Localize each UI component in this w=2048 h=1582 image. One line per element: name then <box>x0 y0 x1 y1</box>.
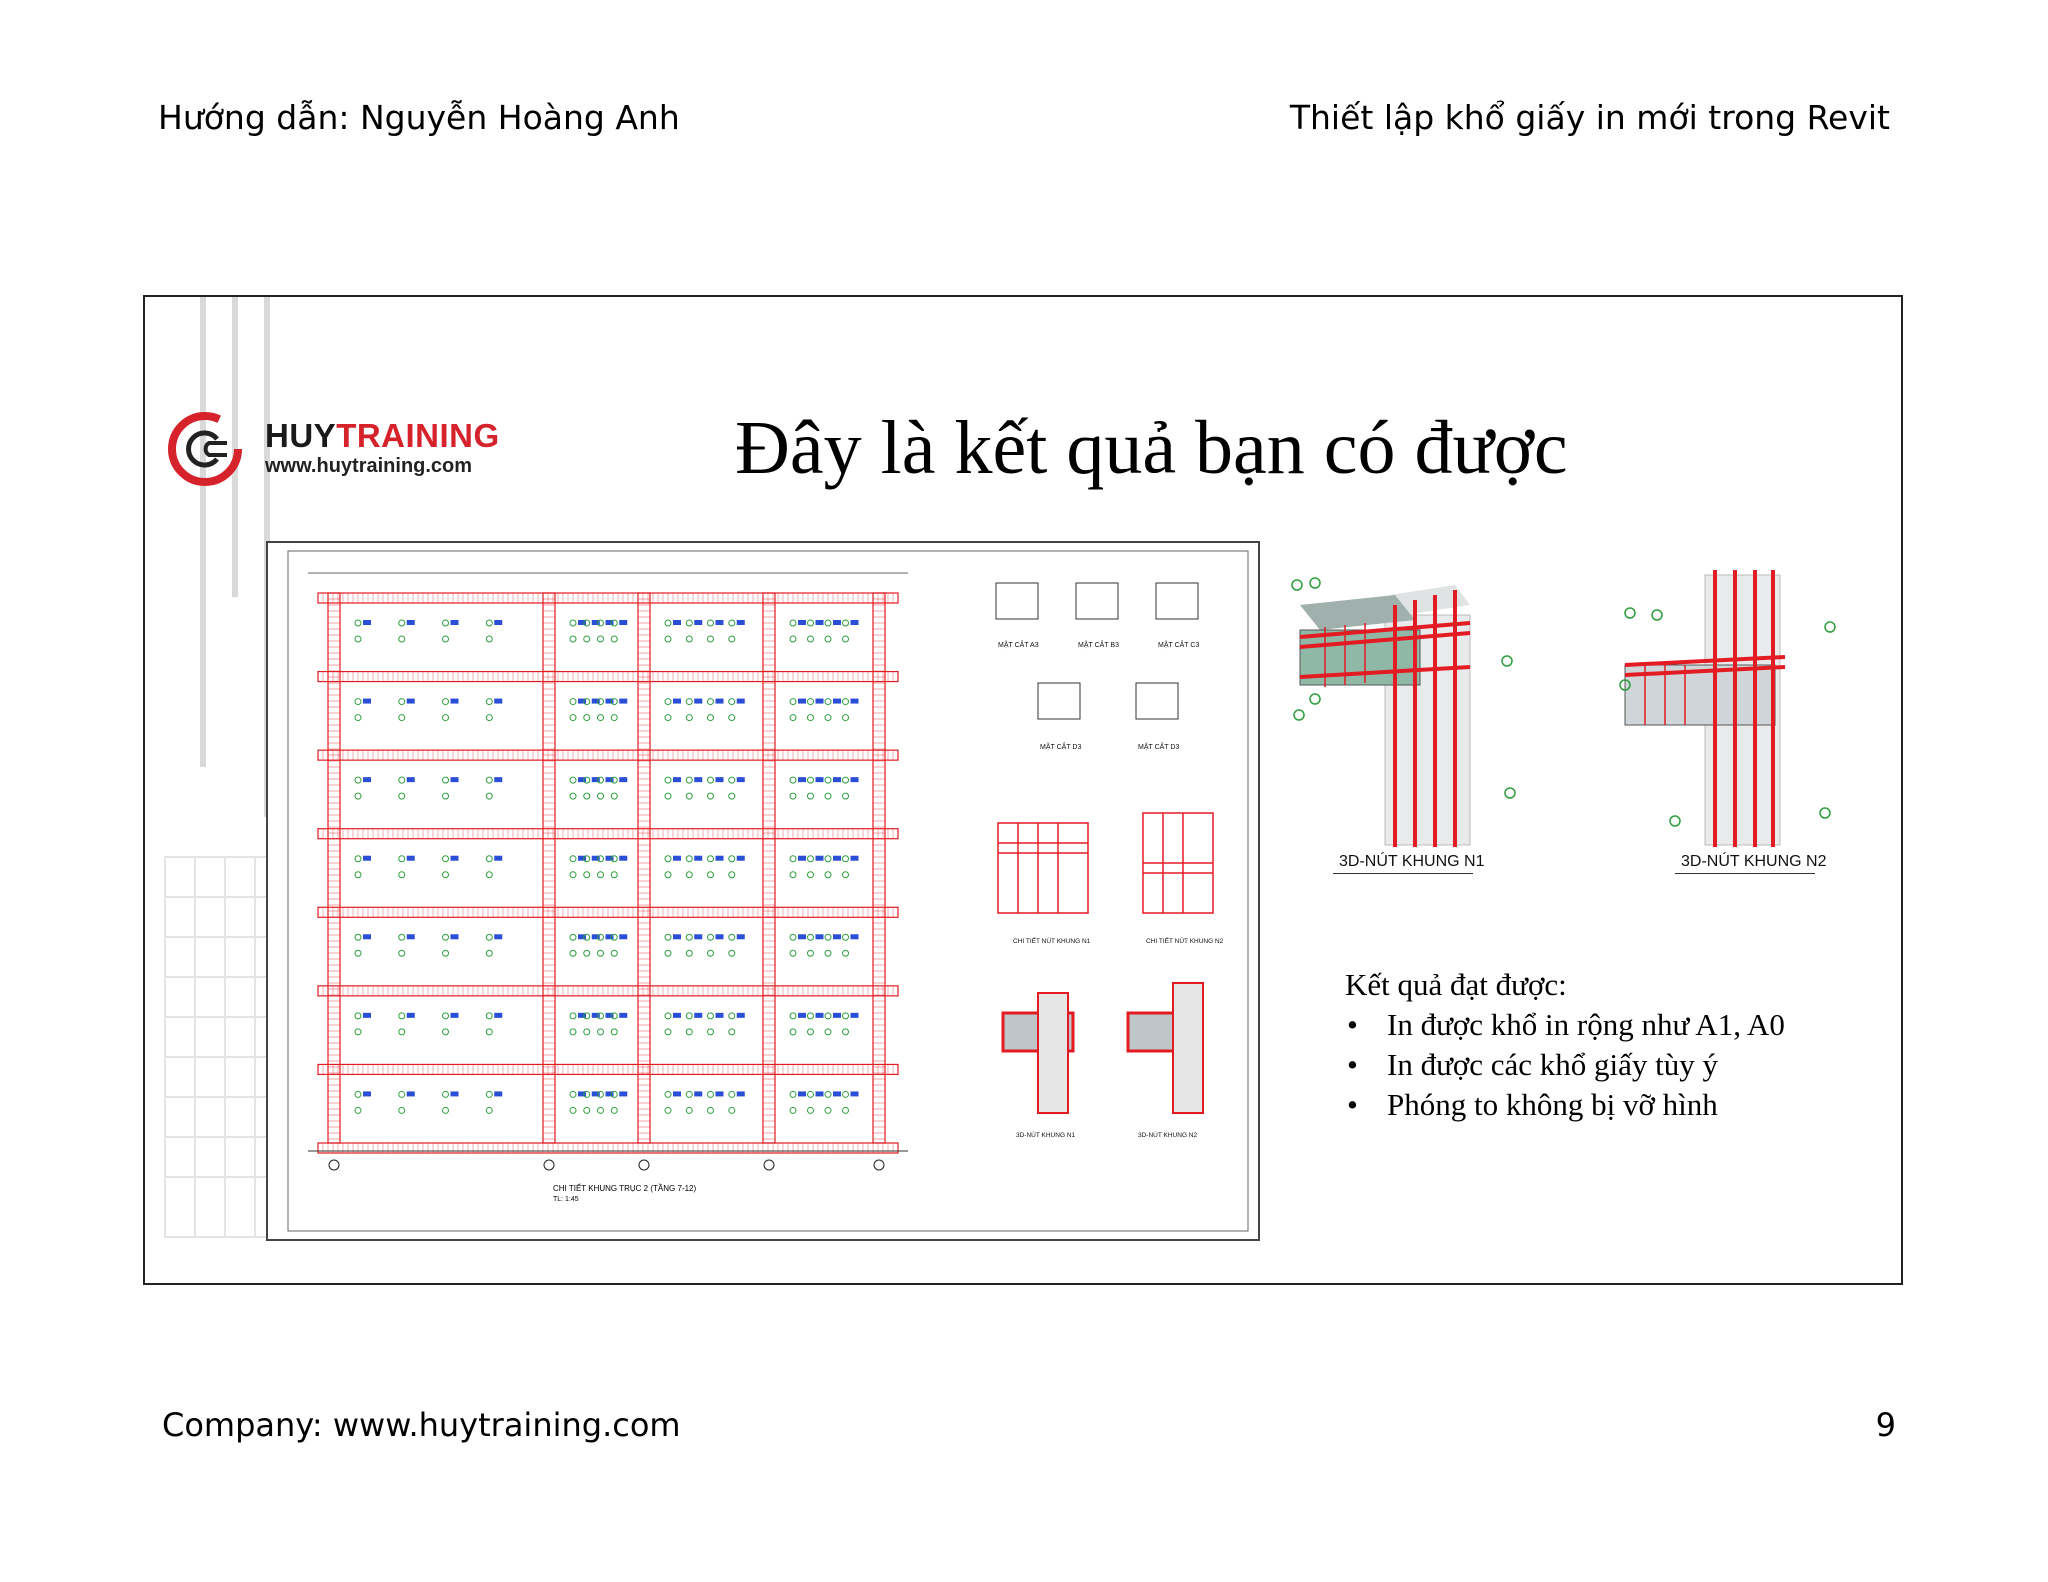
results-item: • In được khổ in rộng như A1, A0 <box>1387 1005 1885 1045</box>
joint-detail-drawings <box>998 813 1213 913</box>
main-caption: CHI TIẾT KHUNG TRỤC 2 (TẦNG 7-12) <box>553 1184 697 1193</box>
section-label-c3: MẶT CẮT C3 <box>1158 642 1200 649</box>
caption-3d-n1: 3D-NÚT KHUNG N1 <box>1339 853 1485 870</box>
section-label-b3: MẶT CẮT B3 <box>1078 642 1119 649</box>
3d-joint-renders <box>1285 565 1885 885</box>
main-scale: TL: 1:45 <box>553 1196 579 1203</box>
results-list <box>1345 1005 1885 1125</box>
3d-joint-n2 <box>1620 570 1835 847</box>
small-3d-label-n1: 3D-NÚT KHUNG N1 <box>1016 1132 1076 1139</box>
header-instructor: Hướng dẫn: Nguyễn Hoàng Anh <box>158 98 680 137</box>
logo-url: www.huytraining.com <box>265 455 473 477</box>
section-details <box>996 583 1198 719</box>
frame-elevation-drawing <box>268 543 1258 1239</box>
detail-label-n1: CHI TIẾT NÚT KHUNG N1 <box>1013 938 1091 945</box>
caption-underline-n2 <box>1675 873 1815 874</box>
section-label-d3a: MẶT CẮT D3 <box>1040 744 1082 751</box>
small-3d-views <box>1003 983 1203 1113</box>
section-label-a3: MẶT CẮT A3 <box>998 642 1039 649</box>
header-topic: Thiết lập khổ giấy in mới trong Revit <box>1289 98 1890 137</box>
drawing-sheet <box>266 541 1260 1241</box>
small-3d-label-n2: 3D-NÚT KHUNG N2 <box>1138 1132 1198 1139</box>
slide-frame <box>143 295 1903 1285</box>
detail-label-n2: CHI TIẾT NÚT KHUNG N2 <box>1146 938 1224 945</box>
huytraining-logo <box>165 409 500 489</box>
footer-company: Company: www.huytraining.com <box>162 1406 681 1444</box>
results-box <box>1345 965 1885 1125</box>
results-item: • Phóng to không bị vỡ hình <box>1387 1085 1885 1125</box>
logo-mark-icon <box>165 409 245 489</box>
logo-name-part1: HUY <box>265 417 337 454</box>
frame-grid <box>308 573 908 1170</box>
3d-joint-n1 <box>1292 578 1515 847</box>
logo-name <box>265 417 500 455</box>
results-item: • In được các khổ giấy tùy ý <box>1387 1045 1885 1085</box>
logo-name-part2: TRAINING <box>336 417 500 454</box>
results-heading: Kết quả đạt được: <box>1345 967 1567 1002</box>
slide-title: Đây là kết quả bạn có được <box>735 406 1568 490</box>
section-label-d3b: MẶT CẮT D3 <box>1138 744 1180 751</box>
caption-3d-n2: 3D-NÚT KHUNG N2 <box>1681 853 1827 870</box>
caption-underline-n1 <box>1333 873 1473 874</box>
page-number: 9 <box>1875 1406 1896 1444</box>
